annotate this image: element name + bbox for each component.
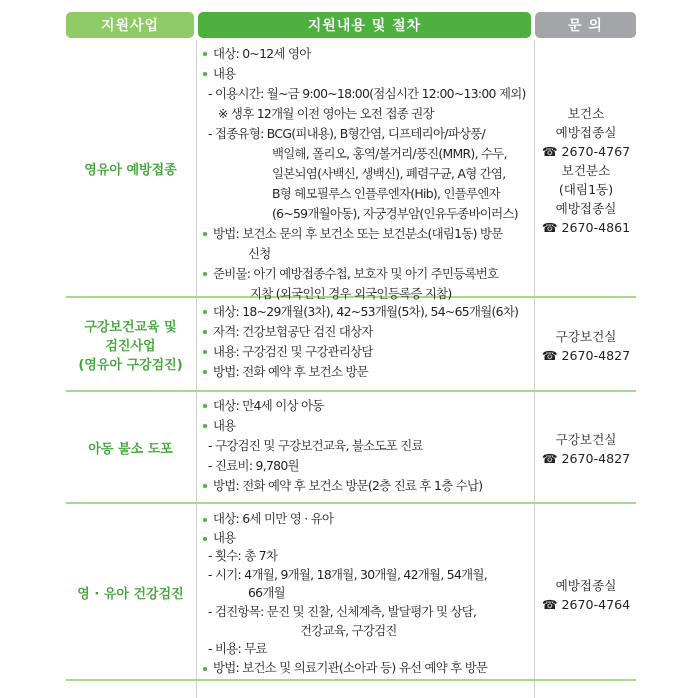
- detail-line: 내용: [202, 416, 532, 436]
- contact-line: 예방접종실: [555, 577, 617, 593]
- contact-line: 예방접종실: [555, 124, 617, 140]
- detail-line: - 구강검진 및 구강보건교육, 불소도포 진료: [208, 438, 423, 453]
- contact-info: [536, 396, 636, 502]
- detail-line: - 비용: 무료: [208, 641, 267, 657]
- detail-line: 방법: 전화 예약 후 보건소 방문(2층 진료 후 1층 수납): [202, 476, 532, 496]
- phone-number: ☎ 2670-4764: [541, 596, 631, 612]
- detail-line: 자격: 건강보험공단 검진 대상자: [202, 322, 532, 342]
- program-details: [202, 396, 532, 496]
- phone-number: ☎ 2670-4827: [541, 451, 631, 466]
- detail-line: (6~59개월아동), 자궁경부암(인유두종바이러스): [272, 206, 518, 221]
- detail-line: 내용: [202, 529, 532, 548]
- row-divider: [66, 390, 636, 392]
- table-row-health-checkup: [0, 510, 700, 679]
- contact-line: 보건분소: [561, 162, 611, 178]
- table-row-oral-checkup: [0, 302, 700, 390]
- detail-line: 일본뇌염(사백신, 생백신), 폐렴구균, A형 간염,: [272, 166, 506, 181]
- phone-number: ☎ 2670-4827: [541, 348, 631, 363]
- program-name-line: (영유아 구강검진): [78, 357, 183, 373]
- detail-line: 지참 (외국인인 경우 외국인등록증 지참): [250, 286, 452, 301]
- detail-line: - 접종유형: BCG(피내용), B형간염, 디프테리아/파상풍/: [208, 126, 485, 141]
- row-divider: [66, 502, 636, 504]
- phone-number: ☎ 2670-4767: [541, 143, 631, 159]
- detail-line: 내용: [202, 64, 532, 84]
- detail-line: 백일해, 폴리오, 홍역/볼거리/풍진(MMR), 수두,: [272, 146, 507, 161]
- detail-line: ※ 생후 12개월 이전 영아는 오전 접종 권장: [218, 106, 434, 121]
- program-details: [202, 44, 532, 304]
- program-name-line: 검진사업: [105, 338, 156, 354]
- detail-line: 내용: 구강검진 및 구강관리상담: [202, 342, 532, 362]
- program-details: [202, 302, 532, 382]
- header-content: 지원내용 및 절차: [198, 12, 531, 38]
- contact-info: [536, 44, 636, 296]
- detail-line: 신청: [248, 246, 271, 261]
- detail-line: 건강교육, 구강검진: [300, 622, 397, 638]
- detail-line: 준비물: 아기 예방접종수첩, 보호자 및 아기 주민등록번호: [202, 264, 532, 284]
- header-inquiry: 문 의: [535, 12, 636, 38]
- phone-number: ☎ 2670-4861: [541, 219, 631, 235]
- detail-line: - 진료비: 9,780원: [208, 458, 299, 473]
- detail-line: 대상: 6세 미만 영 · 유아: [202, 510, 532, 529]
- contact-line: (대림1동): [558, 181, 614, 197]
- header-program: 지원사업: [66, 12, 194, 38]
- contact-line: 구강보건실: [555, 432, 617, 447]
- program-name: [66, 510, 195, 679]
- detail-line: 66개월: [248, 585, 285, 601]
- program-name-line: 영 · 유아 건강검진: [77, 587, 184, 602]
- detail-line: 방법: 전화 예약 후 보건소 방문: [202, 362, 532, 382]
- detail-line: 방법: 보건소 및 의료기관(소아과 등) 유선 예약 후 방문: [202, 659, 532, 678]
- program-name: [66, 302, 195, 390]
- table-row-vaccination: [0, 44, 700, 301]
- detail-line: - 이용시간: 월~금 9:00~18:00(점심시간 12:00~13:00 제외): [208, 86, 526, 101]
- contact-line: 예방접종실: [555, 200, 617, 216]
- detail-line: 대상: 만4세 이상 아동: [202, 396, 532, 416]
- contact-info: [536, 302, 636, 390]
- contact-info: [536, 510, 636, 679]
- program-name: [66, 396, 195, 502]
- program-name: [66, 44, 195, 296]
- detail-line: B형 헤모필루스 인플루엔자(Hib), 인플루엔자: [272, 186, 500, 201]
- program-name-line: 아동 불소 도포: [88, 441, 173, 457]
- detail-line: - 횟수: 총 7차: [208, 548, 278, 564]
- contact-line: 구강보건실: [555, 329, 617, 344]
- row-divider: [66, 679, 636, 681]
- detail-line: 방법: 보건소 문의 후 보건소 또는 보건분소(대림1동) 방문: [202, 224, 532, 244]
- detail-line: 대상: 0~12세 영아: [202, 44, 532, 64]
- table-row-fluoride: [0, 396, 700, 502]
- detail-line: - 검진항목: 문진 및 진찰, 신체계측, 발달평가 및 상담,: [208, 603, 477, 619]
- program-name-line: 영유아 예방접종: [84, 162, 177, 178]
- program-details: [202, 510, 532, 677]
- contact-line: 보건소: [567, 105, 605, 121]
- detail-line: - 시기: 4개월, 9개월, 18개월, 30개월, 42개월, 54개월,: [208, 566, 487, 582]
- detail-line: 대상: 18~29개월(3차), 42~53개월(5차), 54~65개월(6차): [202, 302, 532, 322]
- program-name-line: 구강보건교육 및: [84, 319, 177, 335]
